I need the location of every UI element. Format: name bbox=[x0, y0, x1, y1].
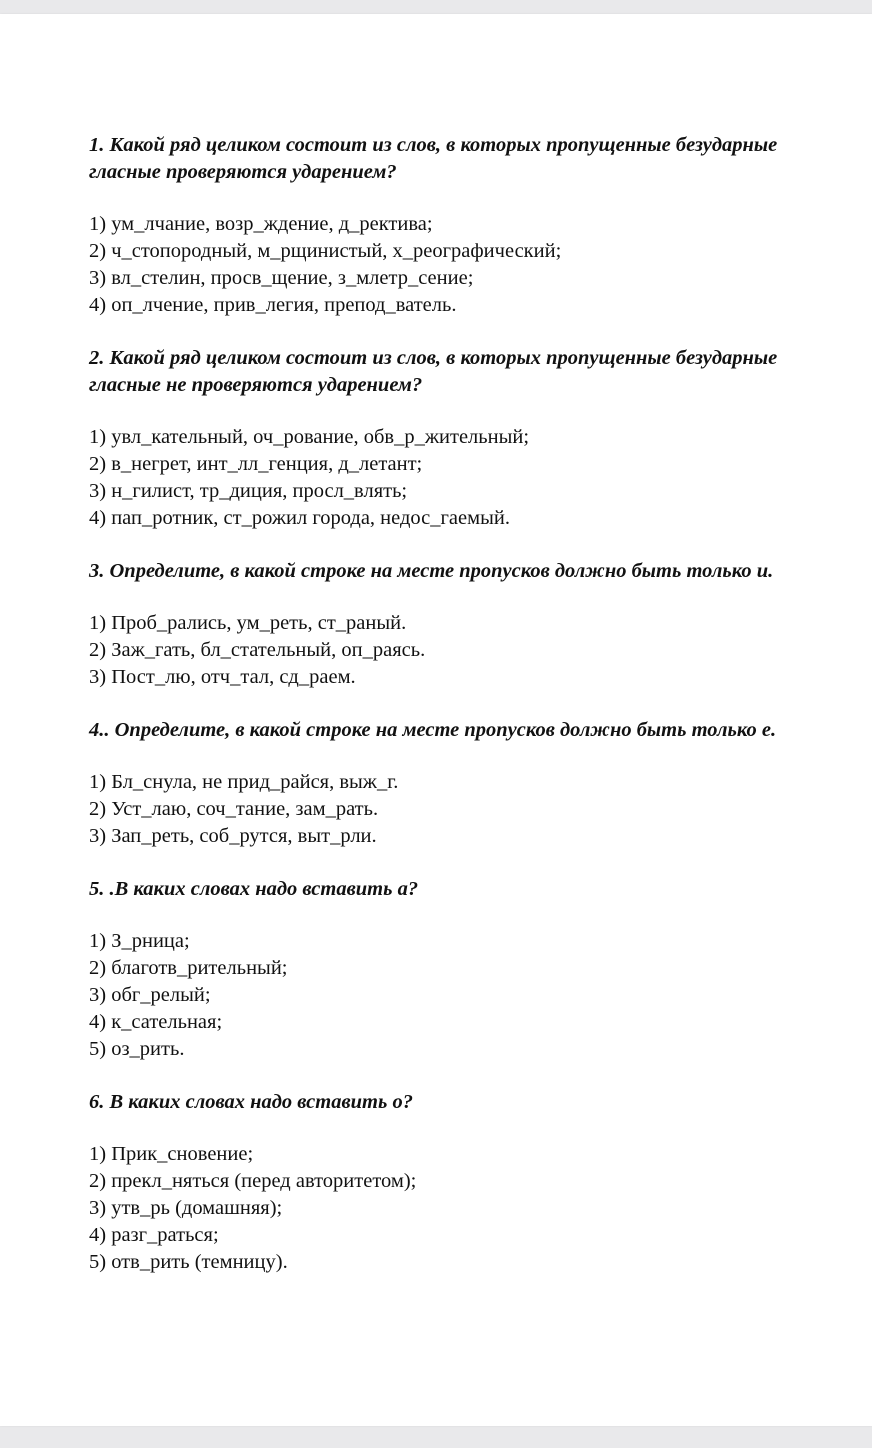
answer-option: 3) Зап_реть, соб_рутся, выт_рли. bbox=[89, 825, 377, 847]
answer-option: 1) З_рница; bbox=[89, 930, 190, 952]
question-title: 6. В каких словах надо вставить о? bbox=[89, 1091, 413, 1113]
answer-options bbox=[89, 928, 829, 1063]
answer-option: 4) к_сательная; bbox=[89, 1011, 223, 1033]
answer-option: 3) утв_рь (домашняя); bbox=[89, 1197, 283, 1219]
answer-option: 3) н_гилист, тр_диция, просл_влять; bbox=[89, 480, 408, 502]
answer-option: 4) оп_лчение, прив_легия, препод_ватель. bbox=[89, 294, 457, 316]
answer-option: 1) Проб_рались, ум_реть, ст_раный. bbox=[89, 612, 407, 634]
answer-option: 2) Заж_гать, бл_стательный, оп_раясь. bbox=[89, 639, 426, 661]
answer-option: 4) пап_ротник, ст_рожил города, недос_гаемый. bbox=[89, 507, 510, 529]
question-1 bbox=[89, 132, 829, 319]
document-page bbox=[0, 14, 872, 1426]
question-title: 4.. Определите, в какой строке на месте пропусков должно быть только е. bbox=[89, 719, 777, 741]
answer-options bbox=[89, 610, 829, 691]
answer-options bbox=[89, 1141, 829, 1276]
answer-option: 1) Прик_сновение; bbox=[89, 1143, 254, 1165]
question-3 bbox=[89, 558, 829, 691]
answer-options bbox=[89, 211, 829, 319]
answer-option: 1) Бл_снула, не прид_райся, выж_г. bbox=[89, 771, 399, 793]
answer-option: 5) отв_рить (темницу). bbox=[89, 1251, 288, 1273]
answer-option: 2) в_негрет, инт_лл_генция, д_летант; bbox=[89, 453, 423, 475]
question-title: 1. Какой ряд целиком состоит из слов, в которых пропущенные безударные гласные проверяются ударением? bbox=[89, 134, 778, 183]
answer-option: 3) вл_стелин, просв_щение, з_млетр_сение; bbox=[89, 267, 474, 289]
answer-option: 4) разг_раться; bbox=[89, 1224, 219, 1246]
answer-options bbox=[89, 769, 829, 850]
question-5 bbox=[89, 876, 829, 1063]
answer-option: 3) Пост_лю, отч_тал, сд_раем. bbox=[89, 666, 356, 688]
answer-option: 3) обг_релый; bbox=[89, 984, 211, 1006]
question-title: 5. .В каких словах надо вставить а? bbox=[89, 878, 419, 900]
answer-option: 2) благотв_рительный; bbox=[89, 957, 288, 979]
answer-option: 5) оз_рить. bbox=[89, 1038, 185, 1060]
question-4 bbox=[89, 717, 829, 850]
question-title: 3. Определите, в какой строке на месте пропусков должно быть только и. bbox=[89, 560, 774, 582]
answer-option: 2) Уст_лаю, соч_тание, зам_рать. bbox=[89, 798, 379, 820]
answer-option: 1) увл_кательный, оч_рование, обв_р_жительный; bbox=[89, 426, 530, 448]
answer-option: 1) ум_лчание, возр_ждение, д_ректива; bbox=[89, 213, 433, 235]
question-title: 2. Какой ряд целиком состоит из слов, в которых пропущенные безударные гласные не проверяются ударением? bbox=[89, 347, 778, 396]
question-6 bbox=[89, 1089, 829, 1276]
answer-options bbox=[89, 424, 829, 532]
question-2 bbox=[89, 345, 829, 532]
page-content bbox=[89, 132, 829, 1302]
answer-option: 2) прекл_няться (перед авторитетом); bbox=[89, 1170, 417, 1192]
answer-option: 2) ч_стопородный, м_рщинистый, х_реографический; bbox=[89, 240, 562, 262]
